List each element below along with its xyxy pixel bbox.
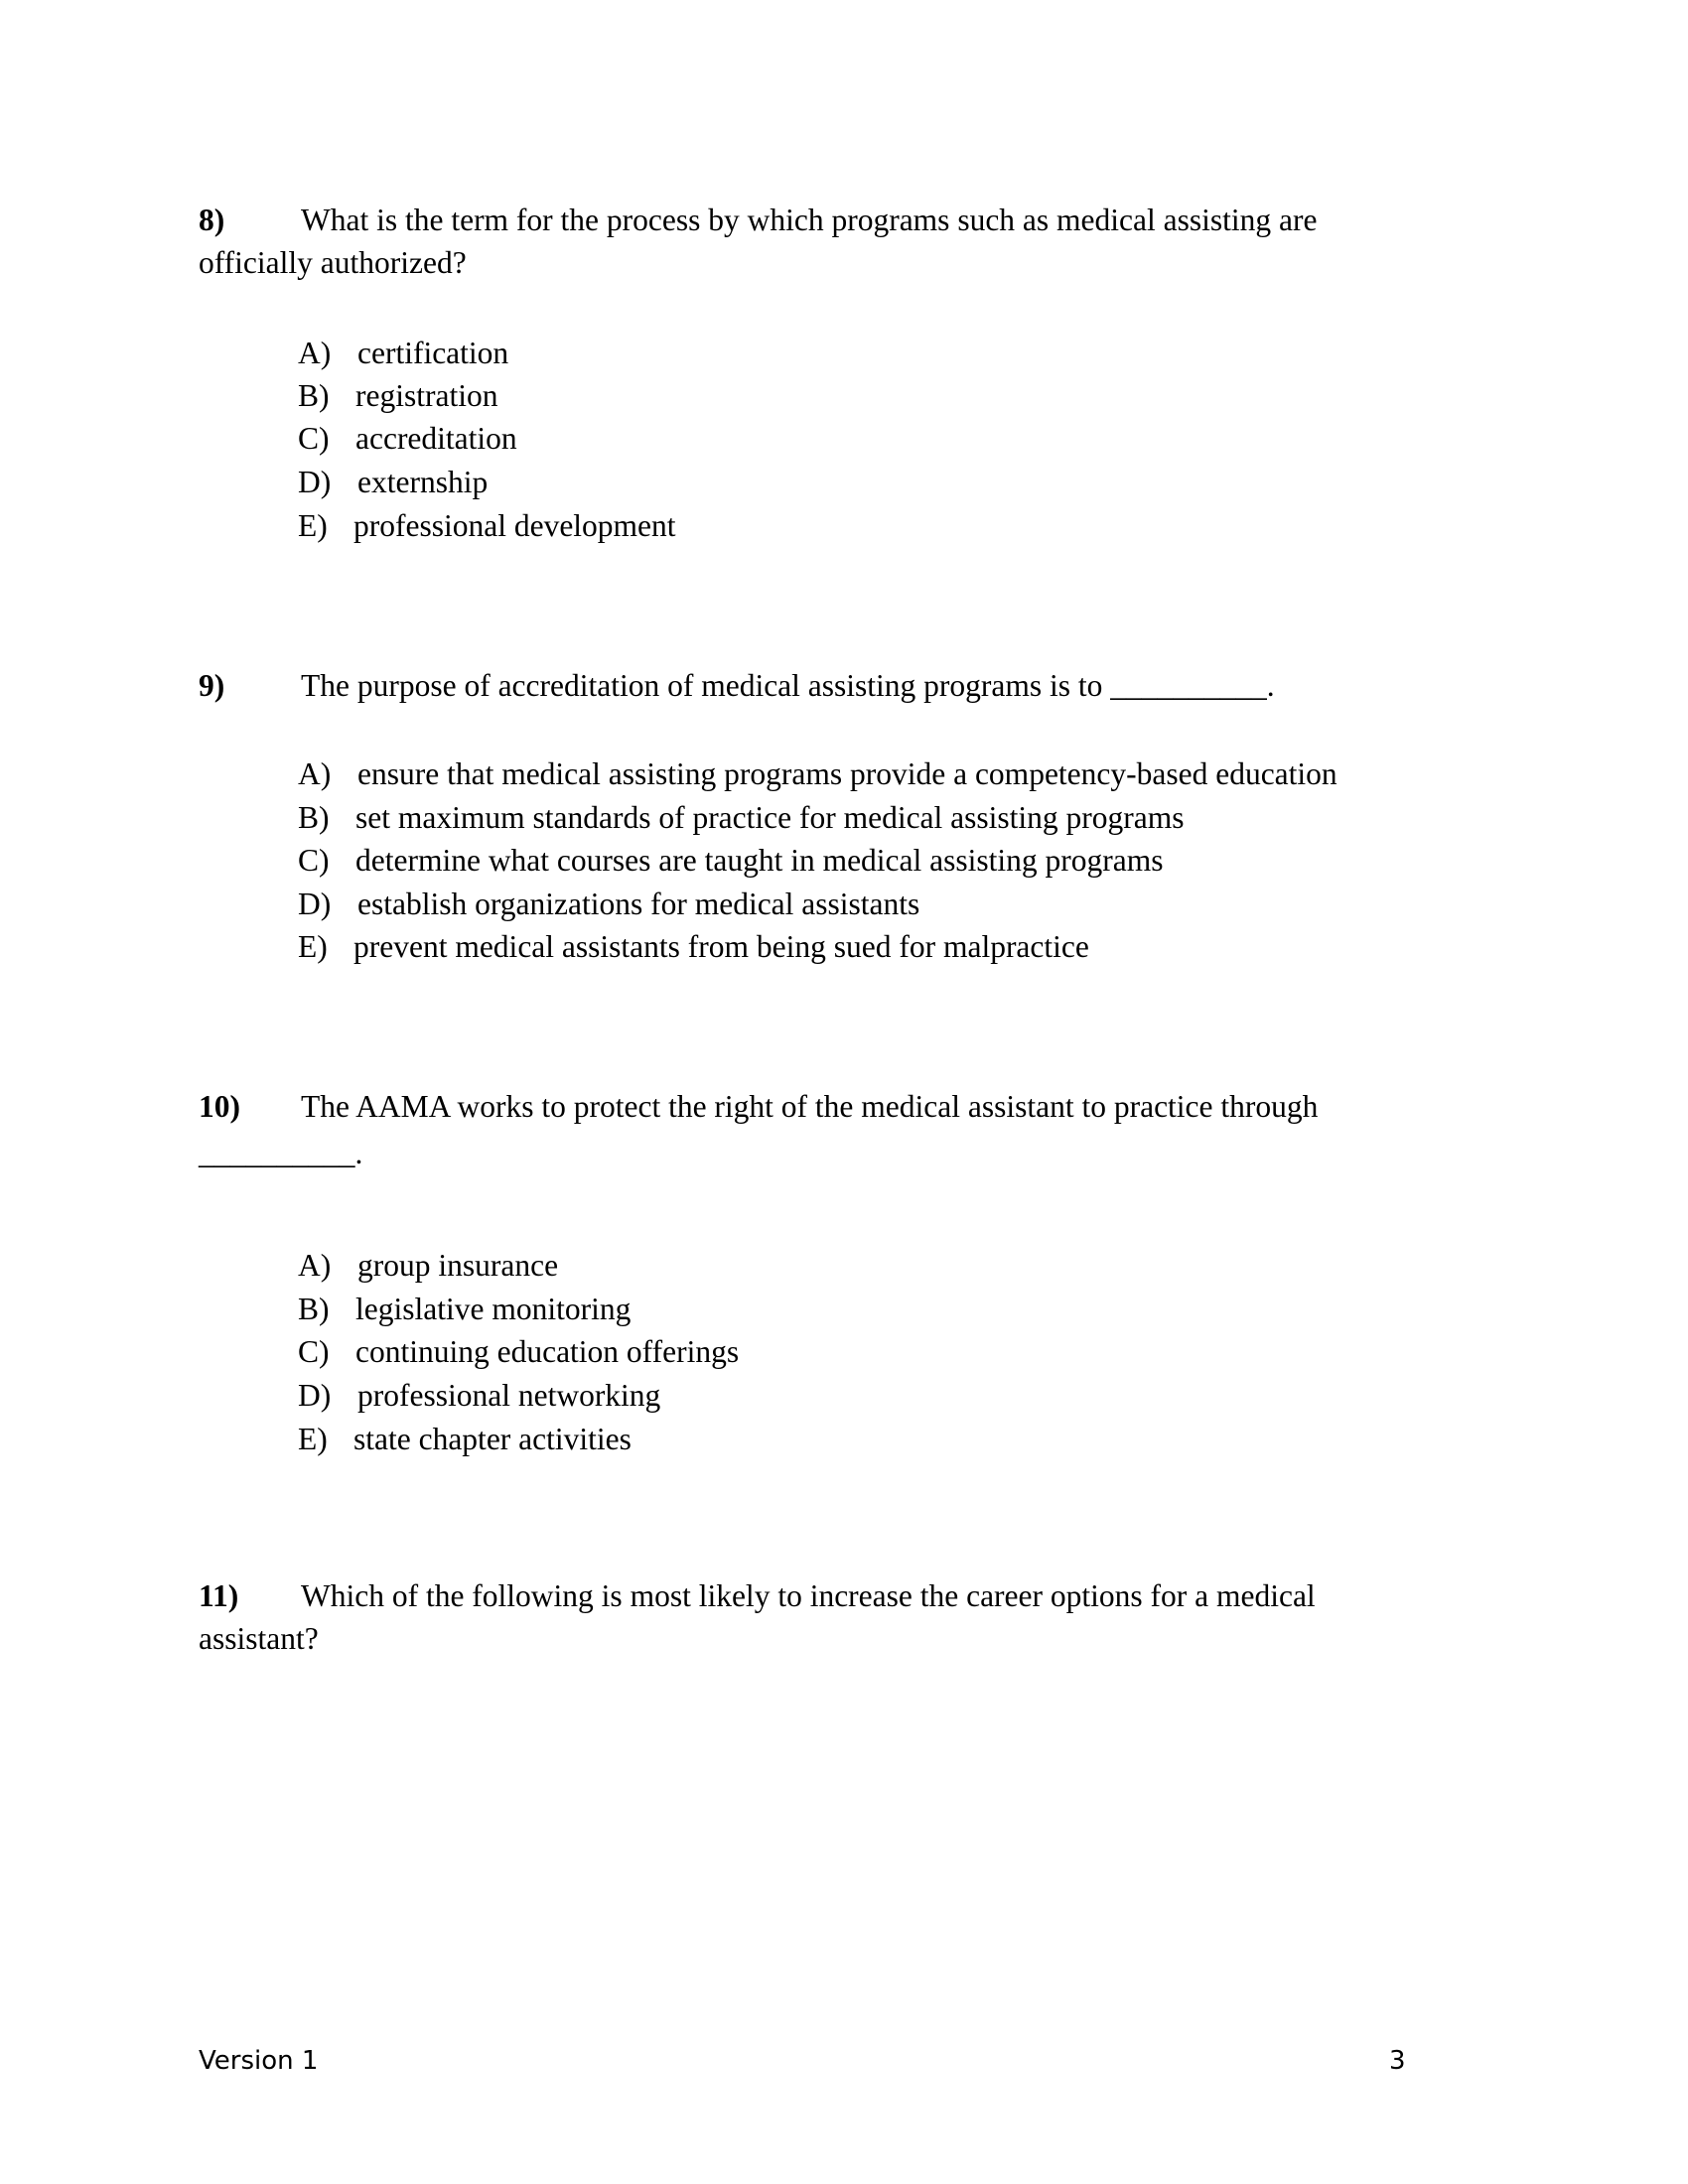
- option-letter: A): [298, 756, 332, 791]
- question-stem: What is the term for the process by which programs such as medical assisting are: [301, 203, 1318, 237]
- option-text: group insurance: [357, 1248, 559, 1283]
- option-letter: D): [298, 465, 332, 499]
- option-text: accreditation: [355, 421, 517, 456]
- option-letter: E): [298, 929, 328, 964]
- footer-version: Version 1: [199, 2046, 319, 2076]
- question-stem: The AAMA works to protect the right of the medical assistant to practice through: [301, 1089, 1319, 1124]
- question-number: 8): [199, 203, 225, 237]
- question-number: 10): [199, 1089, 240, 1124]
- option-text: professional development: [353, 508, 676, 543]
- option-text: continuing education offerings: [355, 1334, 740, 1369]
- option-text: registration: [355, 378, 498, 413]
- option-letter: D): [298, 1378, 332, 1413]
- option-letter: B): [298, 378, 330, 413]
- option-letter: D): [298, 887, 332, 921]
- option-text: legislative monitoring: [355, 1292, 632, 1326]
- question-stem: Which of the following is most likely to increase the career options for a medical: [301, 1578, 1316, 1613]
- question-stem-continued: __________.: [199, 1136, 363, 1170]
- option-text: determine what courses are taught in medical assisting programs: [355, 843, 1164, 878]
- option-text: establish organizations for medical assistants: [357, 887, 920, 921]
- option-letter: C): [298, 421, 330, 456]
- option-text: set maximum standards of practice for medical assisting programs: [355, 800, 1185, 835]
- option-text: certification: [357, 336, 509, 370]
- option-text: externship: [357, 465, 489, 499]
- option-text: state chapter activities: [353, 1422, 632, 1456]
- option-letter: A): [298, 336, 332, 370]
- option-text: ensure that medical assisting programs provide a competency-based education: [357, 756, 1337, 791]
- question-stem: The purpose of accreditation of medical assisting programs is to __________.: [301, 668, 1275, 703]
- question-stem-continued: assistant?: [199, 1621, 319, 1656]
- option-letter: C): [298, 1334, 330, 1369]
- question-number: 9): [199, 668, 225, 703]
- question-number: 11): [199, 1578, 239, 1613]
- question-stem-continued: officially authorized?: [199, 245, 467, 280]
- footer-page-number: 3: [1389, 2046, 1406, 2076]
- option-text: professional networking: [357, 1378, 661, 1413]
- option-letter: C): [298, 843, 330, 878]
- option-letter: E): [298, 1422, 328, 1456]
- option-text: prevent medical assistants from being sued for malpractice: [353, 929, 1089, 964]
- option-letter: B): [298, 1292, 330, 1326]
- option-letter: A): [298, 1248, 332, 1283]
- option-letter: B): [298, 800, 330, 835]
- option-letter: E): [298, 508, 328, 543]
